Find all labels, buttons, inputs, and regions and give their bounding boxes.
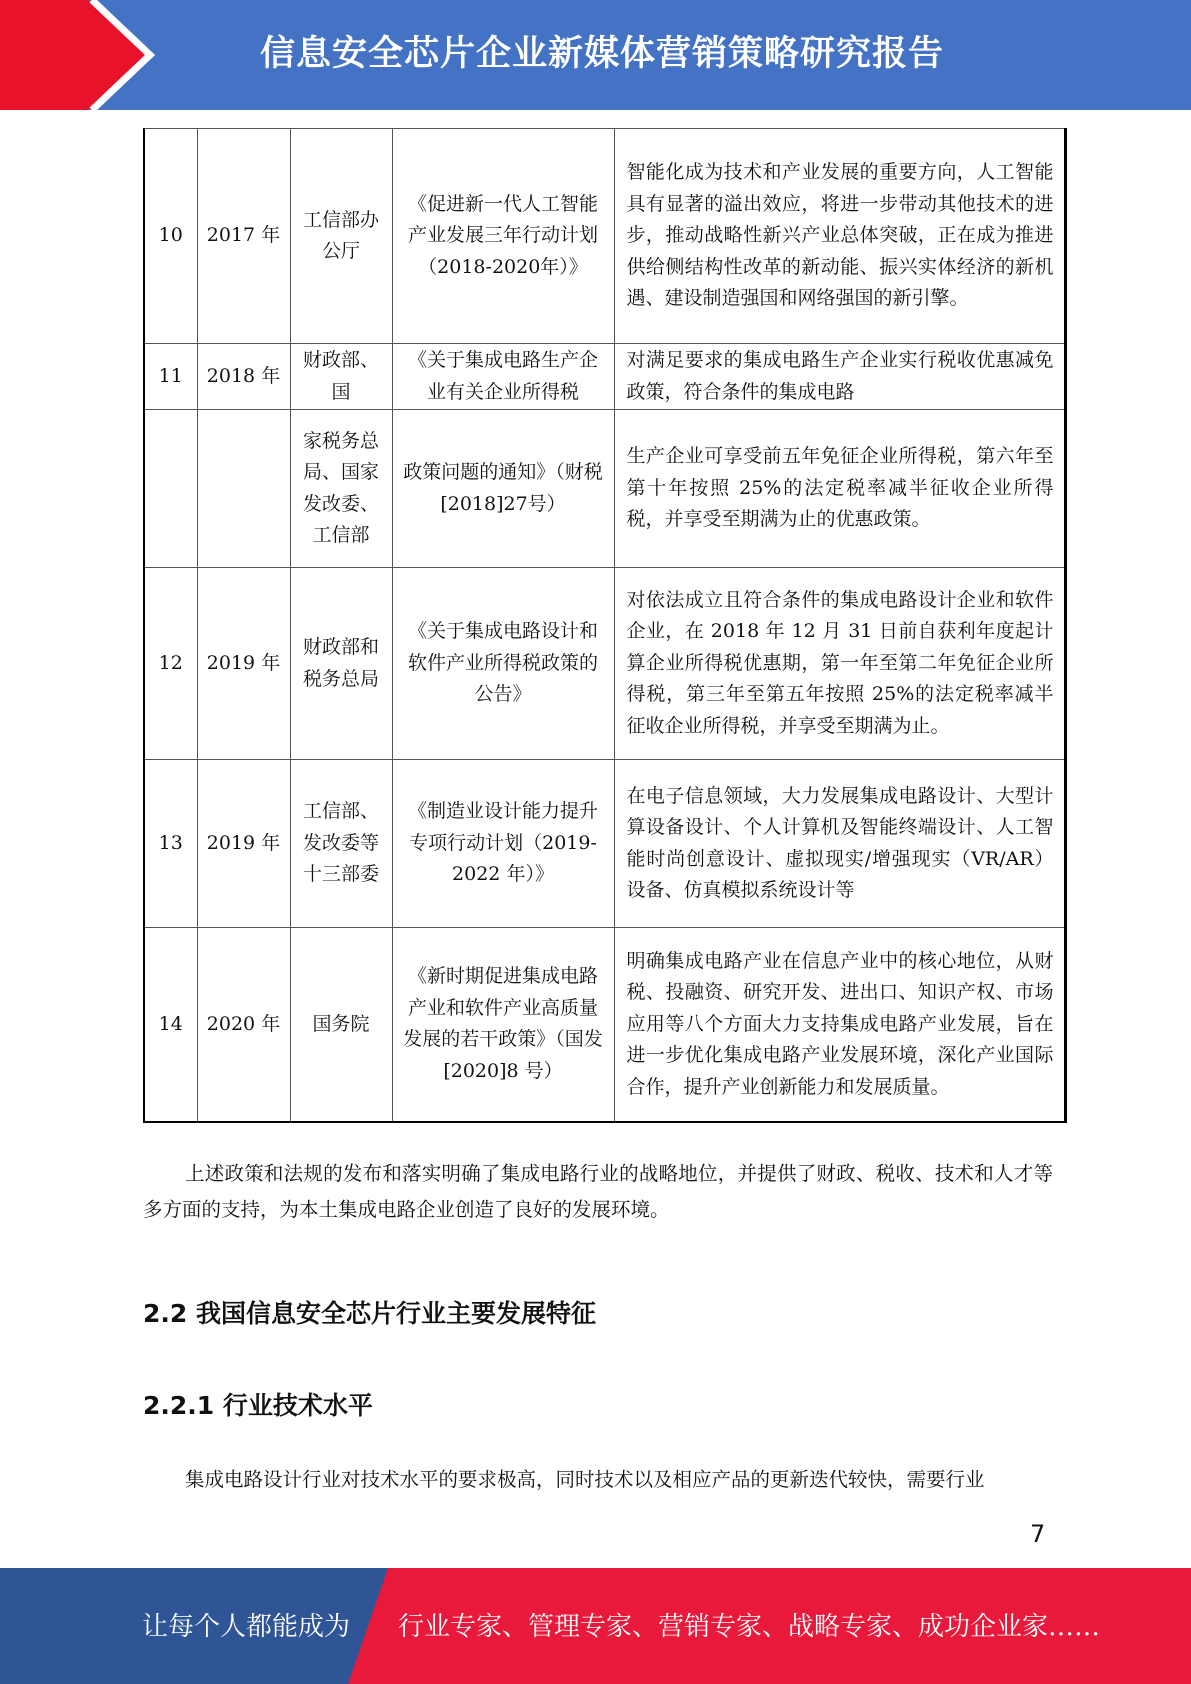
body-paragraph: 上述政策和法规的发布和落实明确了集成电路行业的战略地位，并提供了财政、税收、技术和人才等多方面的支持，为本土集成电路企业创造了良好的发展环境。 [143,1162,1053,1221]
row-number [144,410,197,568]
policy-table [143,128,1067,1123]
table-row [144,410,1065,568]
row-description: 在电子信息领域，大力发展集成电路设计、大型计算设备设计、个人计算机及智能终端设计、人工智能时尚创意设计、虚拟现实/增强现实（VR/AR）设备、仿真模拟系统设计等 [614,760,1065,928]
page-footer [0,1568,1191,1684]
header-title: 信息安全芯片企业新媒体营销策略研究报告 [260,34,945,74]
row-document: 《关于集成电路设计和软件产业所得税政策的公告》 [392,568,614,760]
header-arrow-decoration [0,0,160,110]
row-document: 《关于集成电路生产企业有关企业所得税 [392,344,614,410]
table-row [144,129,1065,344]
row-number: 11 [144,344,197,410]
footer-slogan-left: 让每个人都能成为 [142,1612,351,1642]
row-department: 财政部、国 [290,344,392,410]
page-number: 7 [1030,1520,1046,1548]
subsection-heading: 2.2.1 行业技术水平 [143,1391,373,1420]
row-department: 工信部办公厅 [290,129,392,344]
footer-slogan-right: 行业专家、管理专家、营销专家、战略专家、成功企业家…… [398,1612,1101,1642]
row-year: 2019 年 [197,568,290,760]
row-department: 财政部和税务总局 [290,568,392,760]
row-document: 《新时期促进集成电路产业和软件产业高质量发展的若干政策》（国发[2020]8 号） [392,928,614,1122]
page-header [0,0,1191,110]
section-heading: 2.2 我国信息安全芯片行业主要发展特征 [143,1299,596,1328]
row-description: 生产企业可享受前五年免征企业所得税，第六年至第十年按照 25%的法定税率减半征收企业所得税，并享受至期满为止的优惠政策。 [614,410,1065,568]
table-row [144,928,1065,1122]
row-year: 2019 年 [197,760,290,928]
row-number: 10 [144,129,197,344]
row-year [197,410,290,568]
row-number: 14 [144,928,197,1122]
table-row [144,760,1065,928]
row-department: 家税务总局、国家发改委、工信部 [290,410,392,568]
row-document: 《促进新一代人工智能产业发展三年行动计划（2018-2020年）》 [392,129,614,344]
row-department: 工信部、发改委等十三部委 [290,760,392,928]
row-year: 2018 年 [197,344,290,410]
table-row [144,344,1065,410]
row-description: 对依法成立且符合条件的集成电路设计企业和软件企业，在 2018 年 12 月 31 日前自获利年度起计算企业所得税优惠期，第一年至第二年免征企业所得税，第三年至第五年按照 25%的法定税率减半征收企业所得税，并享受至期满为止。 [614,568,1065,760]
row-description: 智能化成为技术和产业发展的重要方向，人工智能具有显著的溢出效应，将进一步带动其他技术的进步，推动战略性新兴产业总体突破，正在成为推进供给侧结构性改革的新动能、振兴实体经济的新机遇、建设制造强国和网络强国的新引擎。 [614,129,1065,344]
row-year: 2017 年 [197,129,290,344]
table-row [144,568,1065,760]
row-document: 政策问题的通知》（财税[2018]27号） [392,410,614,568]
row-year: 2020 年 [197,928,290,1122]
row-document: 《制造业设计能力提升专项行动计划（2019-2022 年）》 [392,760,614,928]
row-number: 13 [144,760,197,928]
row-description: 明确集成电路产业在信息产业中的核心地位，从财税、投融资、研究开发、进出口、知识产权、市场应用等八个方面大力支持集成电路产业发展，旨在进一步优化集成电路产业发展环境，深化产业国际合作，提升产业创新能力和发展质量。 [614,928,1065,1122]
row-department: 国务院 [290,928,392,1122]
row-description: 对满足要求的集成电路生产企业实行税收优惠减免政策，符合条件的集成电路 [614,344,1065,410]
row-number: 12 [144,568,197,760]
body-paragraph: 集成电路设计行业对技术水平的要求极高，同时技术以及相应产品的更新迭代较快，需要行业 [185,1468,985,1491]
